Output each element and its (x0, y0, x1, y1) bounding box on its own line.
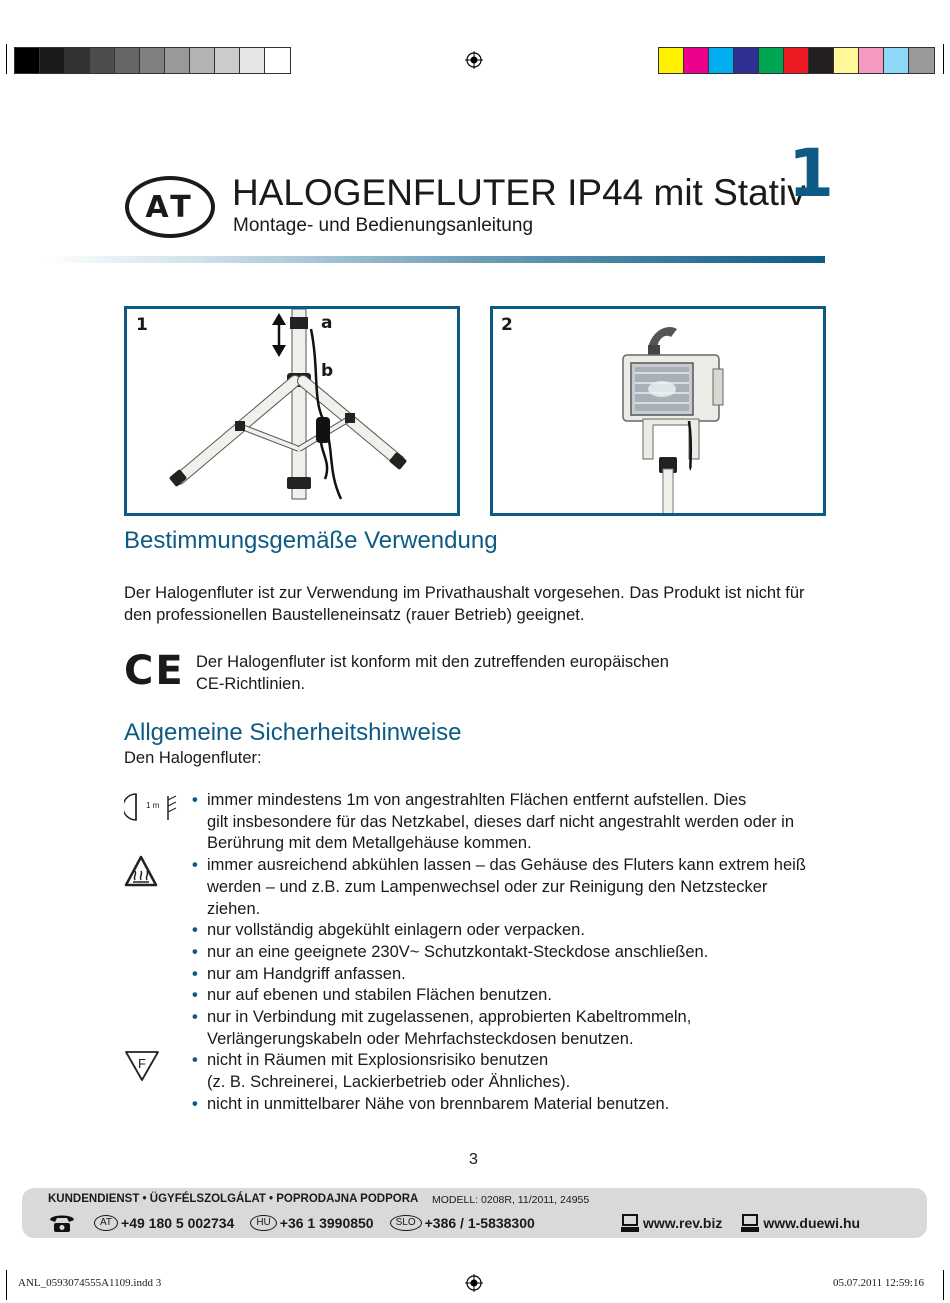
color-swatch (884, 48, 909, 73)
print-timestamp: 05.07.2011 12:59:16 (833, 1277, 924, 1289)
trim-mark (6, 44, 7, 74)
gray-swatch (65, 48, 90, 73)
color-swatch (759, 48, 784, 73)
color-swatch (659, 48, 684, 73)
callout-b: b (321, 361, 334, 381)
list-item-line: • immer ausreichend abkühlen lassen – das Gehäuse des Fluters kann extrem heiß (207, 856, 806, 875)
safety-list (192, 790, 832, 1116)
gray-swatch (40, 48, 65, 73)
list-item (192, 920, 832, 942)
telephone-icon (48, 1213, 76, 1233)
ce-mark-icon: CE (124, 648, 185, 694)
trim-mark (943, 44, 944, 74)
list-item-line: • nur an eine geeignete 230V~ Schutzkontakt-Steckdose anschließen. (207, 942, 709, 961)
gray-swatch (215, 48, 240, 73)
gray-swatch (90, 48, 115, 73)
list-item-line: werden – und z.B. zum Lampenwechsel oder zur Reinigung den Netzstecker (207, 877, 768, 896)
gray-swatch (240, 48, 265, 73)
trim-mark (943, 1270, 944, 1300)
intended-use-heading: Bestimmungsgemäße Verwendung (124, 527, 498, 554)
color-swatch (784, 48, 809, 73)
gray-swatch (15, 48, 40, 73)
list-item-line: Berührung mit dem Metallgehäuse kommen. (207, 834, 532, 853)
gray-swatch (115, 48, 140, 73)
document-subtitle: Montage- und Bedienungsanleitung (233, 215, 534, 236)
ce-line: CE-Richtlinien. (196, 675, 306, 693)
registration-mark-icon (465, 51, 483, 69)
list-item-line: • nicht in Räumen mit Explosionsrisiko benutzen (207, 1051, 549, 1070)
f-mark-flammable-icon (124, 1050, 160, 1082)
header-divider (42, 256, 825, 263)
color-calibration-bar (658, 47, 935, 74)
figure-lamp-head (490, 306, 826, 516)
country-badge: AT (125, 176, 215, 238)
trim-mark (6, 1270, 7, 1300)
service-line: KUNDENDIENST • ÜGYFÉLSZOLGÁLAT • POPRODAJNA PODPORA (48, 1193, 419, 1205)
country-code-at: AT (94, 1215, 118, 1231)
grayscale-calibration-bar (14, 47, 291, 74)
color-swatch (909, 48, 934, 73)
list-item (192, 1007, 832, 1050)
list-item (192, 855, 832, 920)
list-item (192, 1050, 832, 1093)
list-item (192, 790, 832, 855)
intended-use-line: den professionellen Baustelleneinsatz (rauer Betrieb) geeignet. (124, 606, 585, 624)
hot-surface-warning-icon (124, 855, 158, 887)
country-code-slo: SLO (390, 1215, 422, 1231)
figure-tripod (124, 306, 460, 516)
list-item-line: • immer mindestens 1m von angestrahlten Flächen entfernt aufstellen. Dies (207, 791, 747, 809)
figure-number: 2 (501, 315, 513, 335)
list-item-line: • nur auf ebenen und stabilen Flächen benutzen. (207, 986, 552, 1005)
list-item-line: gilt insbesondere für das Netzkabel, dieses darf nicht angestrahlt werden oder in (207, 812, 795, 831)
list-item (192, 985, 832, 1007)
section-number: 1 (788, 135, 834, 212)
list-item-line: (z. B. Schreinerei, Lackierbetrieb oder Ähnliches). (207, 1073, 571, 1092)
phone-at[interactable]: +49 180 5 002734 (121, 1215, 235, 1231)
svg-text:F: F (138, 1056, 146, 1071)
phone-hu[interactable]: +36 1 3990850 (279, 1215, 374, 1231)
color-swatch (709, 48, 734, 73)
print-file-name: ANL_0593074555A1109.indd 3 (18, 1277, 162, 1289)
color-swatch (834, 48, 859, 73)
intended-use-paragraph (124, 582, 834, 626)
list-item (192, 964, 832, 986)
list-item-line: • nur vollständig abgekühlt einlagern oder verpacken. (207, 921, 585, 940)
country-code-hu: HU (250, 1215, 276, 1231)
gray-swatch (190, 48, 215, 73)
ce-conformity-text (196, 651, 816, 695)
gray-swatch (140, 48, 165, 73)
computer-icon (620, 1213, 640, 1233)
list-item (192, 942, 832, 964)
list-item-line: ziehen. (207, 899, 261, 918)
website-link-rev[interactable]: www.rev.biz (643, 1215, 723, 1231)
safety-intro: Den Halogenfluter: (124, 749, 262, 767)
minimum-distance-icon (124, 792, 184, 822)
color-swatch (684, 48, 709, 73)
website-link-duewi[interactable]: www.duewi.hu (763, 1215, 861, 1231)
color-swatch (859, 48, 884, 73)
web-contacts (620, 1213, 860, 1233)
phone-contacts (48, 1213, 535, 1233)
list-item (192, 1094, 832, 1116)
callout-a: a (321, 313, 333, 333)
list-item-line: • nur am Handgriff anfassen. (207, 964, 406, 983)
lamp-illustration (493, 309, 823, 513)
document-title: HALOGENFLUTER IP44 mit Stativ (232, 172, 806, 213)
computer-icon (740, 1213, 760, 1233)
list-item-line: Verlängerungskabeln oder Mehrfachsteckdosen benutzen. (207, 1029, 634, 1048)
list-item-line: • nur in Verbindung mit zugelassenen, approbierten Kabeltrommeln, (207, 1008, 692, 1027)
registration-mark-icon (465, 1274, 483, 1292)
model-info: MODELL: 0208R, 11/2011, 24955 (432, 1194, 590, 1206)
phone-slo[interactable]: +386 / 1-5838300 (424, 1215, 535, 1231)
figure-number: 1 (136, 315, 148, 335)
tripod-illustration (127, 309, 457, 513)
intended-use-line: Der Halogenfluter ist zur Verwendung im Privathaushalt vorgesehen. Das Produkt ist nicht für (124, 584, 805, 602)
ce-line: Der Halogenfluter ist konform mit den zutreffenden europäischen (196, 653, 669, 671)
gray-swatch (165, 48, 190, 73)
gray-swatch (265, 48, 290, 73)
safety-heading: Allgemeine Sicherheitshinweise (124, 719, 462, 746)
color-swatch (809, 48, 834, 73)
distance-label: 1 m (146, 801, 160, 810)
page-number: 3 (469, 1151, 478, 1168)
list-item-line: • nicht in unmittelbarer Nähe von brennbarem Material benutzen. (207, 1094, 670, 1113)
color-swatch (734, 48, 759, 73)
